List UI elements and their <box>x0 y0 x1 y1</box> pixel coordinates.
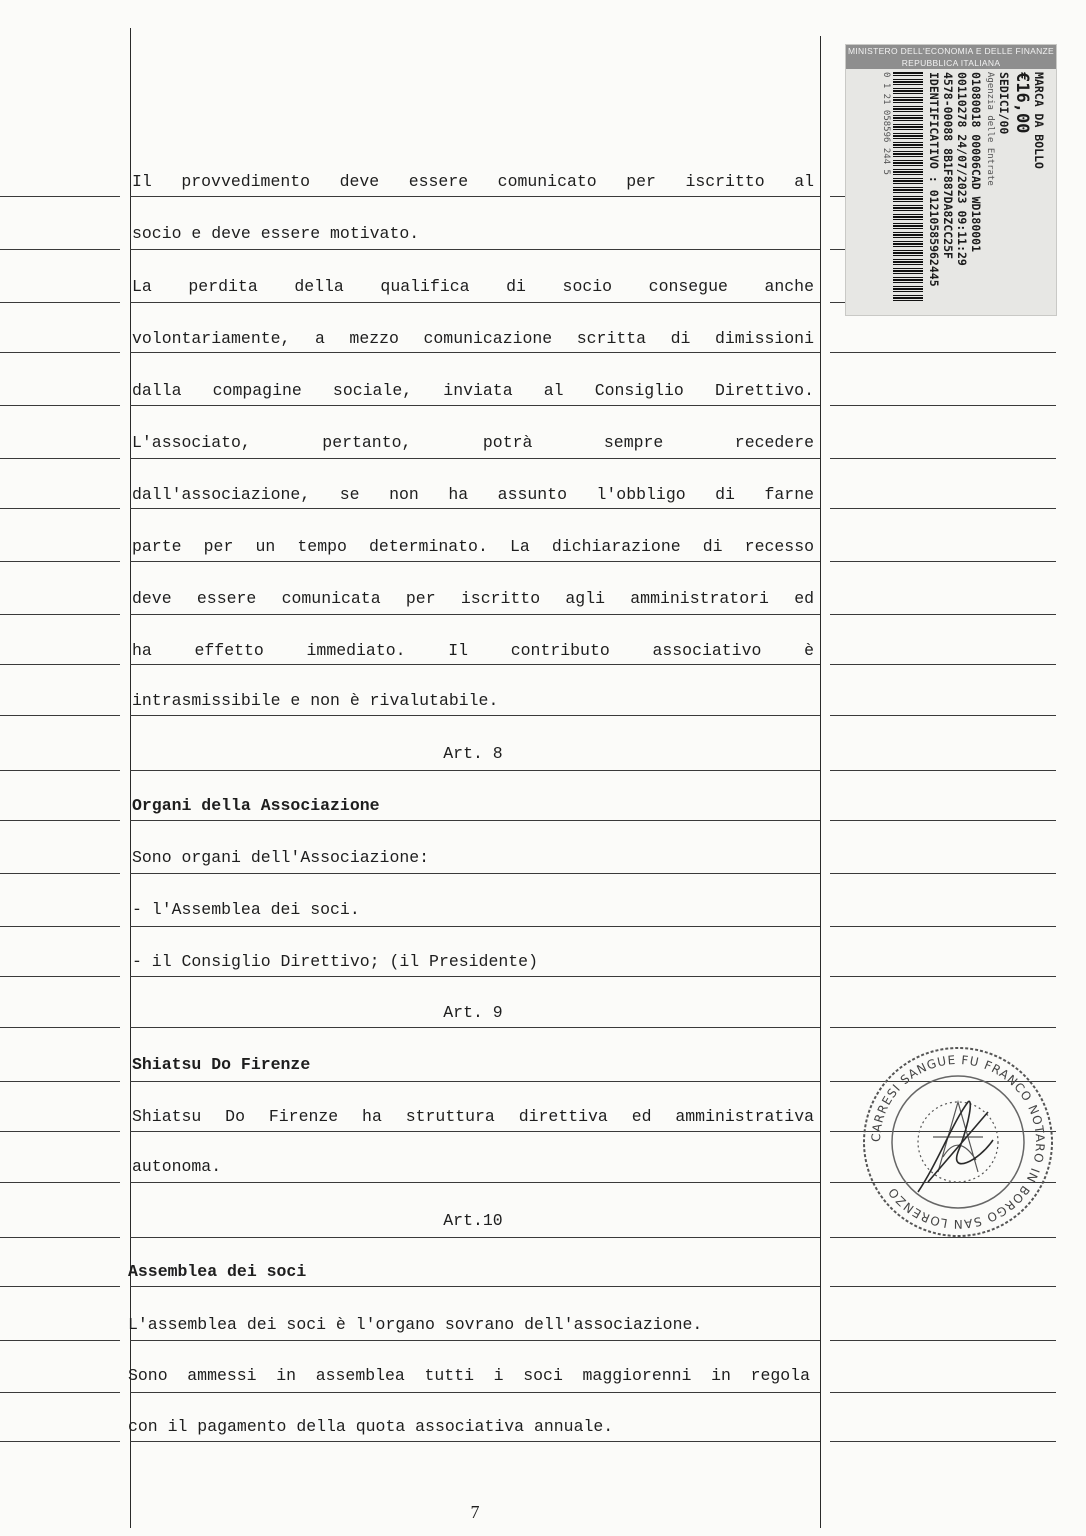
ruled-line <box>830 352 1056 353</box>
ruled-line <box>830 1286 1056 1287</box>
ruled-line <box>130 770 820 771</box>
ruled-line <box>830 1340 1056 1341</box>
stamp-code-line: IDENTIFICATIVO : 01210585962445 <box>927 72 941 287</box>
stamp-code-line: 4578-00088 8B1F887DA8ZCC25F <box>941 72 955 259</box>
ruled-line <box>0 820 120 821</box>
ruled-line <box>0 1340 120 1341</box>
section-title: Organi della Associazione <box>132 796 380 815</box>
ruled-line <box>0 614 120 615</box>
ruled-line <box>830 715 1056 716</box>
revenue-stamp <box>845 44 1057 316</box>
body-line: con il pagamento della quota associativa annuale. <box>128 1417 614 1436</box>
ruled-line <box>130 664 820 665</box>
section-title: Assemblea dei soci <box>128 1262 307 1281</box>
body-line: Sono ammessi in assemblea tutti i soci maggiorenni in regola <box>128 1366 810 1385</box>
ruled-line <box>0 664 120 665</box>
stamp-amount-words: SEDICI/00 <box>997 72 1011 135</box>
ruled-line <box>830 1392 1056 1393</box>
ruled-line <box>0 458 120 459</box>
ruled-line <box>130 405 820 406</box>
stamp-issuer: Agenzia delle Entrate <box>985 72 995 186</box>
ruled-line <box>830 1027 1056 1028</box>
ruled-line <box>130 508 820 509</box>
ruled-line <box>0 508 120 509</box>
body-line: intrasmissibile e non è rivalutabile. <box>132 691 499 710</box>
ruled-line <box>130 302 820 303</box>
stamp-barcode <box>893 72 923 302</box>
ruled-line <box>0 976 120 977</box>
ruled-line <box>130 1081 820 1082</box>
body-line: socio e deve essere motivato. <box>132 224 420 243</box>
body-line: L'assemblea dei soci è l'organo sovrano dell'associazione. <box>128 1315 703 1334</box>
ruled-line <box>0 1027 120 1028</box>
body-line: dalla compagine sociale, inviata al Consiglio Direttivo. <box>132 381 814 400</box>
ruled-line <box>0 1131 120 1132</box>
body-line: Sono organi dell'Associazione: <box>132 848 430 867</box>
ruled-line <box>130 1237 820 1238</box>
ruled-line <box>0 1237 120 1238</box>
stamp-code-line: 00110278 24/07/2023 09:11:29 <box>955 72 969 266</box>
stamp-body <box>856 72 1046 312</box>
body-line: La perdita della qualifica di socio consegue anche <box>132 277 814 296</box>
ruled-line <box>0 352 120 353</box>
ruled-line <box>130 249 820 250</box>
ruled-line <box>130 820 820 821</box>
ruled-line <box>130 1286 820 1287</box>
stamp-header <box>846 45 1056 69</box>
ruled-line <box>0 926 120 927</box>
ruled-line <box>130 458 820 459</box>
ruled-line <box>830 926 1056 927</box>
stamp-amount: €16,00 <box>1012 72 1032 134</box>
article-heading: Art. 8 <box>443 744 503 763</box>
ruled-line <box>830 664 1056 665</box>
right-margin-rule <box>820 36 821 1528</box>
ruled-line <box>130 1131 820 1132</box>
body-line: volontariamente, a mezzo comunicazione scritta di dimissioni <box>132 329 814 348</box>
ruled-line <box>830 873 1056 874</box>
section-title: Shiatsu Do Firenze <box>132 1055 311 1074</box>
ruled-line <box>130 1441 820 1442</box>
ruled-line <box>0 249 120 250</box>
ruled-line <box>830 508 1056 509</box>
ruled-line <box>130 352 820 353</box>
list-item: - l'Assemblea dei soci. <box>132 900 360 919</box>
ruled-line <box>0 405 120 406</box>
body-line: ha effetto immediato. Il contributo associativo è <box>132 641 814 660</box>
article-heading: Art.10 <box>443 1211 503 1230</box>
ruled-line <box>0 561 120 562</box>
body-line: Il provvedimento deve essere comunicato per iscritto al <box>132 172 814 191</box>
ruled-line <box>130 561 820 562</box>
ruled-line <box>830 614 1056 615</box>
ruled-line <box>130 715 820 716</box>
body-line: Shiatsu Do Firenze ha struttura direttiva ed amministrativa <box>132 1107 814 1126</box>
ruled-line <box>0 873 120 874</box>
ruled-line <box>830 770 1056 771</box>
ruled-line <box>830 405 1056 406</box>
body-line: parte per un tempo determinato. La dichiarazione di recesso <box>132 537 814 556</box>
ruled-line <box>0 1392 120 1393</box>
ruled-line <box>830 976 1056 977</box>
notary-seal <box>858 1042 1058 1242</box>
body-line: deve essere comunicata per iscritto agli amministratori ed <box>132 589 814 608</box>
ruled-line <box>0 196 120 197</box>
ruled-line <box>0 715 120 716</box>
ruled-line <box>830 1441 1056 1442</box>
ruled-line <box>130 1027 820 1028</box>
left-margin-rule <box>130 28 131 1528</box>
page-number: 7 <box>470 1502 480 1522</box>
ruled-line <box>130 926 820 927</box>
stamp-code-line: 01080018 00006CAD WD180001 <box>969 72 983 253</box>
ruled-line <box>130 1340 820 1341</box>
body-line: dall'associazione, se non ha assunto l'obbligo di farne <box>132 485 814 504</box>
ruled-line <box>830 458 1056 459</box>
ruled-line <box>130 976 820 977</box>
list-item: - il Consiglio Direttivo; (il Presidente) <box>132 952 538 971</box>
ruled-line <box>830 561 1056 562</box>
ruled-line <box>130 1182 820 1183</box>
article-heading: Art. 9 <box>443 1003 503 1022</box>
ruled-line <box>130 614 820 615</box>
body-line: autonoma. <box>132 1157 222 1176</box>
ruled-line <box>0 1286 120 1287</box>
ruled-line <box>130 196 820 197</box>
ruled-line <box>0 1182 120 1183</box>
stamp-title: MARCA DA BOLLO <box>1032 72 1046 169</box>
stamp-header-line: MINISTERO DELL'ECONOMIA E DELLE FINANZE <box>847 46 1055 56</box>
ruled-line <box>0 1441 120 1442</box>
ruled-line <box>0 1081 120 1082</box>
ruled-line <box>130 1392 820 1393</box>
ruled-line <box>0 302 120 303</box>
body-line: L'associato, pertanto, potrà sempre recedere <box>132 433 814 452</box>
ruled-line <box>0 770 120 771</box>
svg-text:CARRESI SANGUE FU FRANCO NOTAR <box>869 1053 1047 1231</box>
ruled-line <box>830 820 1056 821</box>
seal-text: CARRESI SANGUE FU FRANCO NOTARO IN BORGO SAN LORENZO <box>868 1052 1048 1232</box>
stamp-header-line: REPUBBLICA ITALIANA <box>901 58 1001 68</box>
ruled-line <box>130 873 820 874</box>
stamp-barcode-number: 0 1 21 058596 244 5 <box>881 72 891 175</box>
